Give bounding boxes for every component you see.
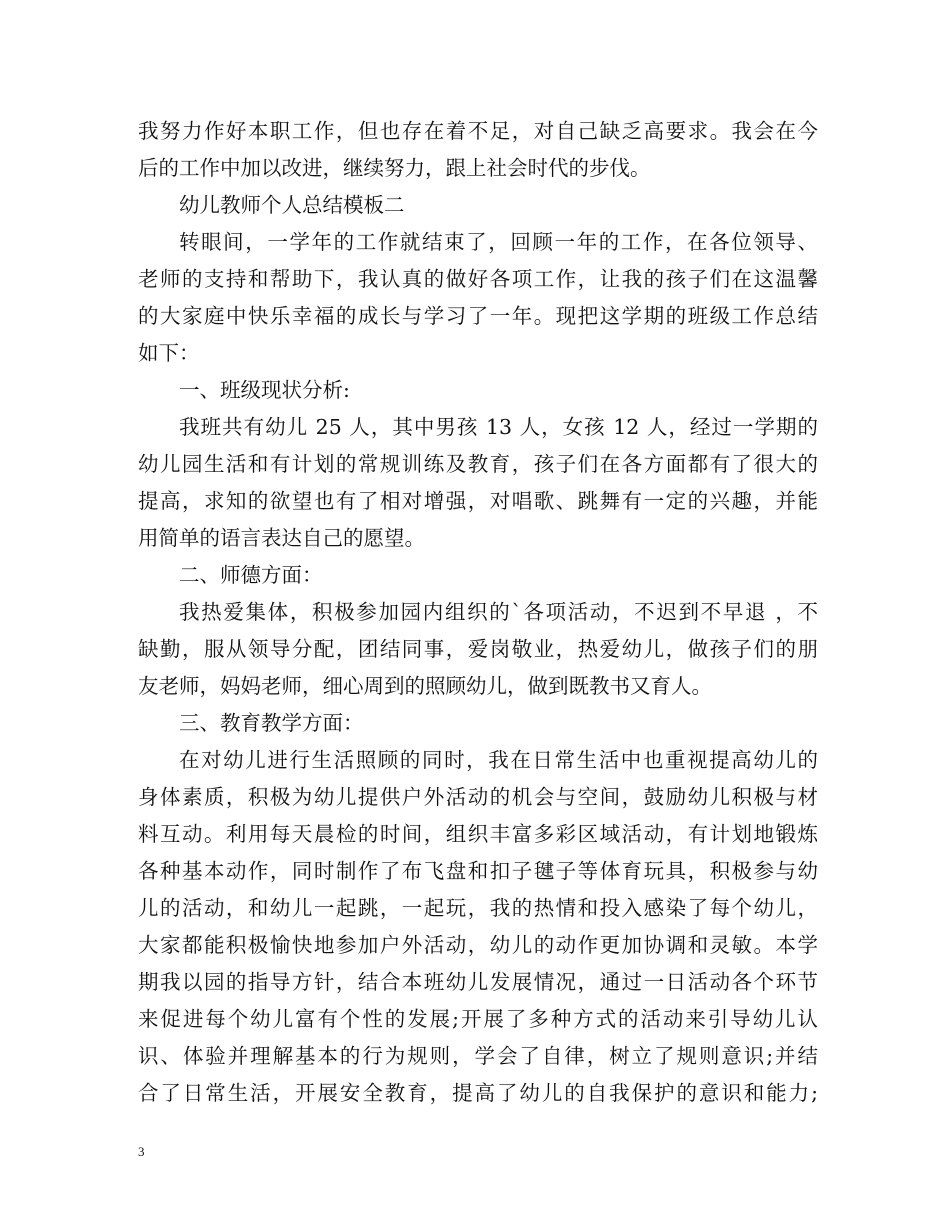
text-line: 幼儿教师个人总结模板二 (179, 193, 405, 217)
text-line: 三、教育教学方面： (179, 711, 364, 735)
text-line: 一、班级现状分析: (179, 378, 350, 402)
text-line: 来促进每个幼儿富有个性的发展;开展了多种方式的活动来引导幼儿认 (138, 1007, 818, 1031)
text-line: 的大家庭中快乐幸福的成长与学习了一年。现把这学期的班级工作总结 (138, 304, 818, 328)
text-line: 在对幼儿进行生活照顾的同时，我在日常生活中也重视提高幼儿的 (179, 748, 818, 772)
text-line: 身体素质，积极为幼儿提供户外活动的机会与空间，鼓励幼儿积极与材 (138, 785, 818, 809)
text-line: 二、师德方面： (179, 563, 323, 587)
text-line: 我班共有幼儿 25 人，其中男孩 13 人，女孩 12 人，经过一学期的 (179, 415, 818, 439)
text-line: 后的工作中加以改进，继续努力，跟上社会时代的步伐。 (138, 156, 651, 180)
text-line: 期我以园的指导方针，结合本班幼儿发展情况，通过一日活动各个环节 (138, 970, 818, 994)
text-line: 提高，求知的欲望也有了相对增强，对唱歌、跳舞有一定的兴趣，并能 (138, 489, 818, 513)
text-line: 友老师，妈妈老师，细心周到的照顾幼儿，做到既教书又育人。 (138, 674, 712, 698)
text-line: 转眼间，一学年的工作就结束了，回顾一年的工作，在各位领导、 (179, 230, 818, 254)
text-line: 用简单的语言表达自己的愿望。 (138, 526, 425, 550)
page-number: 3 (138, 1144, 145, 1159)
text-line: 料互动。利用每天晨检的时间，组织丰富多彩区域活动，有计划地锻炼 (138, 822, 818, 846)
text-line: 我努力作好本职工作，但也存在着不足，对自己缺乏高要求。我会在今 (138, 119, 818, 143)
text-line: 我热爱集体，积极参加园内组织的`各项活动，不迟到不早退 ，不 (179, 600, 818, 624)
text-line: 大家都能积极愉快地参加户外活动，幼儿的动作更加协调和灵敏。本学 (138, 933, 818, 957)
text-line: 识、体验并理解基本的行为规则，学会了自律，树立了规则意识;并结 (138, 1044, 818, 1068)
text-line: 如下： (138, 341, 200, 365)
document-body (138, 113, 818, 1112)
text-line: 缺勤，服从领导分配，团结同事，爱岗敬业，热爱幼儿，做孩子们的朋 (138, 637, 818, 661)
text-line: 合了日常生活，开展安全教育，提高了幼儿的自我保护的意识和能力; (138, 1081, 818, 1105)
text-line: 各种基本动作，同时制作了布飞盘和扣子毽子等体育玩具，积极参与幼 (138, 859, 818, 883)
text-line: 老师的支持和帮助下，我认真的做好各项工作，让我的孩子们在这温馨 (138, 267, 818, 291)
text-line: 儿的活动，和幼儿一起跳，一起玩，我的热情和投入感染了每个幼儿， (138, 896, 818, 920)
text-line: 幼儿园生活和有计划的常规训练及教育，孩子们在各方面都有了很大的 (138, 452, 818, 476)
